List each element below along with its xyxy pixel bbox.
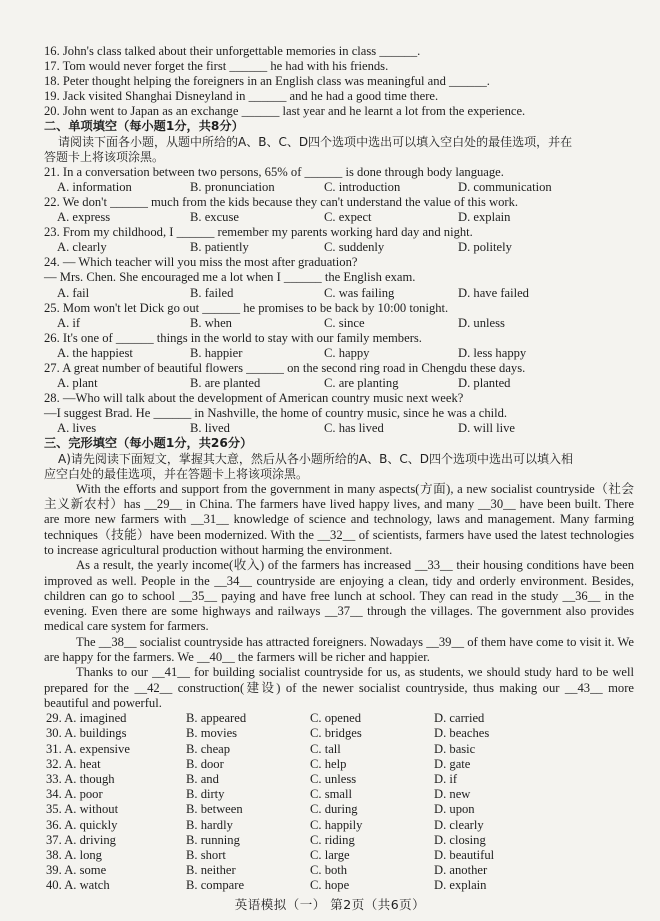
question xyxy=(44,165,634,195)
question-stem: 21. In a conversation between two persons, 65% of ______ is done through body language. xyxy=(44,164,504,179)
cloze-option: B. neither xyxy=(186,863,236,878)
cloze-option: 31. A. expensive xyxy=(46,741,130,756)
question-stem: 24. — Which teacher will you miss the most after graduation? xyxy=(44,255,358,270)
section-3-heading: 三、完形填空（每小题1分，共26分） xyxy=(44,436,253,451)
cloze-option: D. upon xyxy=(434,802,475,817)
cloze-option: D. basic xyxy=(434,741,476,756)
cloze-option: D. carried xyxy=(434,711,485,726)
cloze-option: 29. A. imagined xyxy=(46,711,127,726)
answer-option: A. lives xyxy=(57,421,97,436)
cloze-option: 34. A. poor xyxy=(46,787,103,802)
question-stem: 26. It's one of ______ things in the world to stay with our family members. xyxy=(44,330,422,345)
option-row xyxy=(44,210,634,225)
cloze-option: B. running xyxy=(186,832,240,847)
cloze-option: C. large xyxy=(310,848,350,862)
answer-option: B. excuse xyxy=(190,210,239,225)
page-footer: 英语模拟（一） 第2页（共6页） xyxy=(234,897,426,912)
cloze-option: D. clearly xyxy=(434,817,484,832)
answer-option: C. expect xyxy=(324,210,372,225)
answer-option: B. failed xyxy=(190,285,234,300)
answer-option: D. explain xyxy=(458,210,511,225)
fill-in-items xyxy=(44,44,634,119)
cloze-option: 40. A. watch xyxy=(46,878,110,893)
cloze-option: D. explain xyxy=(434,878,487,893)
question-stem: 23. From my childhood, I ______ remember my parents working hard day and night. xyxy=(44,225,473,240)
cloze-option: B. appeared xyxy=(186,711,247,726)
cloze-option: D. new xyxy=(434,787,471,802)
cloze-option: D. beautiful xyxy=(434,848,495,862)
cloze-option: B. hardly xyxy=(186,817,233,832)
passage-paragraph: With the efforts and support from the government in many aspects(方面), a new socialist countryside（社会主义新农村）has __29__ in China. The farmers have lived happy lives, and many __30__ have been built. There are more new farmers with __31__ knowledge of science and technology, laws and management. Many farming techniques（技能）have been modernized. With the __32__ of scientists, farmers have used the latest technologies to increase agricultural production without harming the environment. xyxy=(44,481,634,557)
passage-paragraph: The __38__ socialist countryside has attracted foreigners. Nowadays __39__ of them have come to visit it. We are happy for the farmers. We __40__ the farmers will be richer and happier. xyxy=(44,634,634,664)
section-2-instruction: 请阅读下面各小题，从题中所给的A、B、C、D四个选项中选出可以填入空白处的最佳选项，并在 xyxy=(58,134,573,149)
answer-option: C. introduction xyxy=(324,179,401,194)
fill-item: 20. John went to Japan as an exchange ______ last year and he learnt a lot from the experience. xyxy=(44,104,526,119)
answer-option: B. when xyxy=(190,315,232,330)
question xyxy=(44,331,634,361)
answer-option: A. express xyxy=(57,210,111,225)
answer-option: C. has lived xyxy=(324,421,384,436)
cloze-options-grid xyxy=(44,711,634,893)
section-2-heading: 二、单项填空（每小题1分，共8分） xyxy=(44,119,244,134)
cloze-option: 33. A. though xyxy=(46,771,115,786)
cloze-option: 39. A. some xyxy=(46,863,107,878)
option-row xyxy=(44,240,634,255)
cloze-option: 35. A. without xyxy=(46,802,119,817)
fill-item: 17. Tom would never forget the first ______ he had with his friends. xyxy=(44,59,389,74)
cloze-option: 30. A. buildings xyxy=(46,726,127,741)
question-stem: —I suggest Brad. He ______ in Nashville, the home of country music, since he was a child. xyxy=(44,406,508,421)
cloze-option: C. bridges xyxy=(310,726,362,741)
cloze-option: C. riding xyxy=(310,832,355,847)
cloze-option: 37. A. driving xyxy=(46,832,116,847)
fill-item: 16. John's class talked about their unforgettable memories in class ______. xyxy=(44,44,421,58)
cloze-option: D. gate xyxy=(434,756,471,771)
cloze-option: C. during xyxy=(310,802,358,817)
cloze-option: 36. A. quickly xyxy=(46,817,118,832)
answer-option: A. clearly xyxy=(57,240,107,255)
question-stem: 28. —Who will talk about the development of American country music next week? xyxy=(44,391,464,406)
cloze-option: B. compare xyxy=(186,878,245,893)
answer-option: A. information xyxy=(57,179,132,194)
question-stem: 25. Mom won't let Dick go out ______ he promises to be back by 10:00 tonight. xyxy=(44,300,449,315)
cloze-option: D. another xyxy=(434,863,488,878)
answer-option: D. have failed xyxy=(458,285,529,300)
question-stem: 22. We don't ______ much from the kids because they can't understand the value of this work. xyxy=(44,194,519,209)
answer-option: D. communication xyxy=(458,179,552,194)
question xyxy=(44,361,634,391)
answer-option: A. the happiest xyxy=(57,345,133,360)
cloze-option: B. short xyxy=(186,848,226,862)
answer-option: C. was failing xyxy=(324,285,395,300)
answer-option: D. will live xyxy=(458,421,516,436)
cloze-option: C. help xyxy=(310,756,347,771)
option-row xyxy=(44,376,634,391)
answer-option: D. less happy xyxy=(458,345,527,360)
question xyxy=(44,255,634,300)
section-3-instruction: A)请先阅读下面短文，掌握其大意，然后从各小题所给的A、B、C、D四个选项中选出可以填入相 xyxy=(58,451,573,466)
answer-option: A. if xyxy=(57,315,81,330)
option-row xyxy=(44,421,634,436)
answer-option: D. unless xyxy=(458,315,505,330)
answer-option: A. plant xyxy=(57,376,98,391)
option-row xyxy=(44,316,634,331)
section-3-instruction-cont: 应空白处的最佳选项，并在答题卡上将该项涂黑。 xyxy=(44,466,309,481)
cloze-option: C. unless xyxy=(310,771,357,786)
cloze-option: B. dirty xyxy=(186,787,225,802)
option-row xyxy=(44,346,634,361)
cloze-option: C. happily xyxy=(310,817,363,832)
answer-option: A. fail xyxy=(57,285,90,300)
passage-paragraph: As a result, the yearly income(收入) of the farmers has increased __33__ their housing conditions have been improved as well. People in the __34__ countryside are enjoying a clean, tidy and orderly environment. Besides, children can go to school __35__ paying and have free lunch at school. They can read in the study __36__ in the evening. Even there are some highways and railways __37__ through the villages. The government also provides medical care system for farmers. xyxy=(44,558,634,634)
cloze-option: 32. A. heat xyxy=(46,756,101,771)
option-row xyxy=(44,286,634,301)
answer-option: B. happier xyxy=(190,345,243,360)
multiple-choice-questions xyxy=(44,165,634,437)
answer-option: D. politely xyxy=(458,240,512,255)
cloze-option: D. closing xyxy=(434,832,486,847)
cloze-option: C. small xyxy=(310,787,352,802)
cloze-option: C. hope xyxy=(310,878,350,893)
answer-option: B. pronunciation xyxy=(190,179,275,194)
answer-option: C. suddenly xyxy=(324,240,385,255)
question-stem: 27. A great number of beautiful flowers ______ on the second ring road in Chengdu these days. xyxy=(44,360,526,375)
cloze-option: 38. A. long xyxy=(46,848,102,862)
question xyxy=(44,225,634,255)
cloze-option: C. opened xyxy=(310,711,362,726)
answer-option: B. lived xyxy=(190,421,230,436)
option-row xyxy=(44,180,634,195)
answer-option: B. patiently xyxy=(190,240,249,255)
cloze-option: B. and xyxy=(186,771,219,786)
answer-option: B. are planted xyxy=(190,376,261,391)
cloze-option: D. beaches xyxy=(434,726,490,741)
cloze-option: B. cheap xyxy=(186,741,231,756)
cloze-passage xyxy=(44,482,634,711)
cloze-option: D. if xyxy=(434,771,458,786)
cloze-option: C. both xyxy=(310,863,348,878)
cloze-option: B. door xyxy=(186,756,224,771)
cloze-option: C. tall xyxy=(310,741,341,756)
question-stem: — Mrs. Chen. She encouraged me a lot when I ______ the English exam. xyxy=(44,270,416,285)
question xyxy=(44,195,634,225)
answer-option: C. happy xyxy=(324,345,370,360)
answer-option: C. are planting xyxy=(324,376,399,391)
passage-paragraph: Thanks to our __41__ for building socialist countryside for us, as students, we should study hard to be well prepared for the __42__ construction(建设) of the newer socialist countryside, thus making our __43__ more beautiful and powerful. xyxy=(44,665,634,710)
fill-item: 18. Peter thought helping the foreigners in an English class was meaningful and ______. xyxy=(44,74,490,89)
fill-item: 19. Jack visited Shanghai Disneyland in ______ and he had a good time there. xyxy=(44,89,439,104)
cloze-option: B. between xyxy=(186,802,243,817)
answer-option: C. since xyxy=(324,315,365,330)
question xyxy=(44,391,634,436)
cloze-option: B. movies xyxy=(186,726,238,741)
section-2-instruction-cont: 答题卡上将该项涂黑。 xyxy=(44,149,165,164)
question xyxy=(44,301,634,331)
answer-option: D. planted xyxy=(458,376,511,391)
